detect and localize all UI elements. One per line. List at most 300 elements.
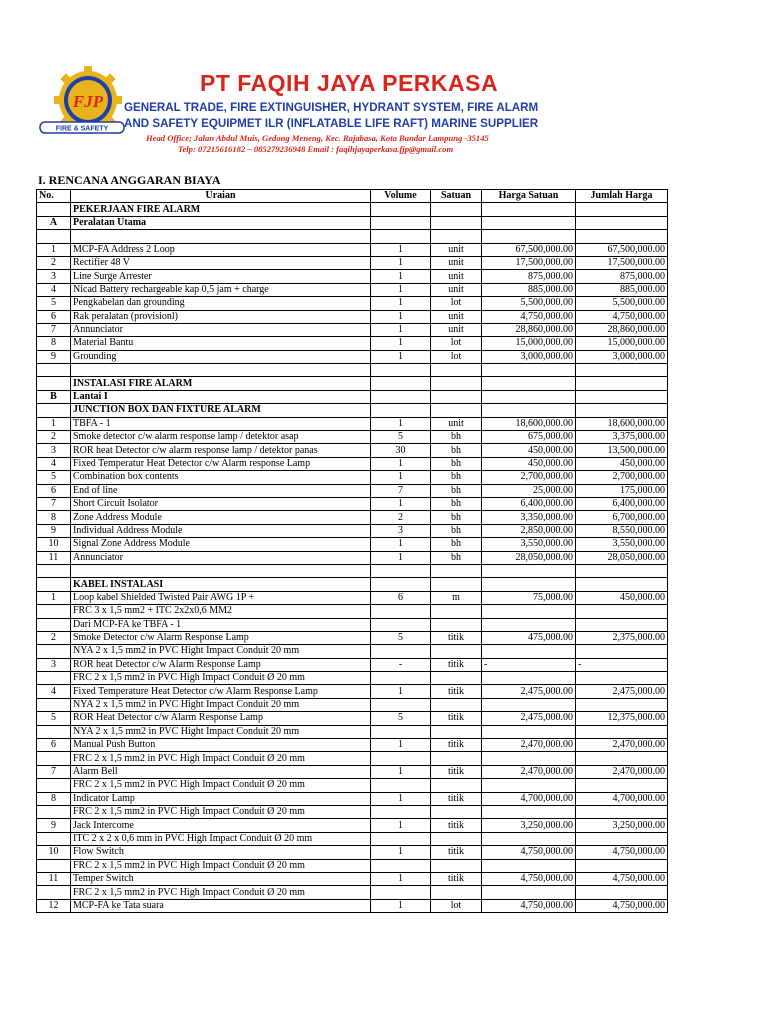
cell-jumlah-harga: 2,375,000.00 [576,631,668,644]
cell-satuan [431,752,482,765]
cell-volume: 1 [371,846,431,859]
cell-jumlah-harga: 450,000.00 [576,457,668,470]
cell-jumlah-harga [576,605,668,618]
table-row [37,471,668,484]
cell-harga-satuan: 3,550,000.00 [482,538,576,551]
table-row [37,404,668,417]
cell-volume: 1 [371,899,431,912]
cell-satuan: titik [431,765,482,778]
cell-volume [371,390,431,403]
cell-no [37,203,71,216]
table-row [37,431,668,444]
cell-no [37,886,71,899]
company-contact: Telp: 07215616182 – 085279236948 Email : faqihjayaperkasa.fjp@gmail.com [178,144,454,154]
cell-jumlah-harga: 8,550,000.00 [576,524,668,537]
section-title: I. RENCANA ANGGARAN BIAYA [38,173,221,187]
cell-uraian [71,564,371,577]
cell-harga-satuan: 5,500,000.00 [482,297,576,310]
cell-jumlah-harga: 67,500,000.00 [576,243,668,256]
cell-uraian: KABEL INSTALASI [71,578,371,591]
cell-no: 2 [37,631,71,644]
cell-jumlah-harga [576,618,668,631]
cell-volume [371,805,431,818]
cell-no [37,672,71,685]
cell-harga-satuan: 885,000.00 [482,283,576,296]
cell-uraian: JUNCTION BOX DAN FIXTURE ALARM [71,404,371,417]
column-header-no: No. [37,190,71,203]
table-row [37,591,668,604]
cell-volume: 1 [371,685,431,698]
cell-jumlah-harga: 13,500,000.00 [576,444,668,457]
cell-harga-satuan [482,618,576,631]
cell-uraian: FRC 2 x 1,5 mm2 in PVC High Impact Conduit Ø 20 mm [71,886,371,899]
cell-satuan: unit [431,323,482,336]
cell-volume: 1 [371,337,431,350]
cell-harga-satuan: 2,470,000.00 [482,739,576,752]
cell-volume: 1 [371,538,431,551]
cell-harga-satuan: - [482,658,576,671]
cell-uraian: NYA 2 x 1,5 mm2 in PVC Hight Impact Conduit 20 mm [71,698,371,711]
cell-no: 11 [37,551,71,564]
cell-uraian: Material Bantu [71,337,371,350]
cell-harga-satuan: 3,250,000.00 [482,819,576,832]
cell-volume: 1 [371,243,431,256]
cell-jumlah-harga: 17,500,000.00 [576,256,668,269]
cell-harga-satuan: 2,470,000.00 [482,765,576,778]
cell-jumlah-harga: 885,000.00 [576,283,668,296]
cell-volume: 1 [371,739,431,752]
cell-harga-satuan [482,390,576,403]
cell-satuan [431,725,482,738]
table-row [37,243,668,256]
cell-harga-satuan [482,216,576,229]
table-body [37,203,668,913]
cell-harga-satuan: 4,700,000.00 [482,792,576,805]
cell-uraian: Short Circuit Isolator [71,497,371,510]
cell-no: 1 [37,417,71,430]
svg-text:FJP: FJP [72,92,104,111]
cell-jumlah-harga: 450,000.00 [576,591,668,604]
cell-jumlah-harga [576,216,668,229]
column-header-harga-satuan: Harga Satuan [482,190,576,203]
cell-jumlah-harga [576,390,668,403]
cell-jumlah-harga [576,645,668,658]
table-row [37,685,668,698]
cell-volume [371,618,431,631]
cell-volume: 1 [371,283,431,296]
cell-no [37,859,71,872]
cell-satuan: bh [431,431,482,444]
company-tagline-1: GENERAL TRADE, FIRE EXTINGUISHER, HYDRANT SYSTEM, FIRE ALARM [124,101,539,114]
cell-satuan: unit [431,270,482,283]
cell-jumlah-harga [576,725,668,738]
cell-harga-satuan: 3,350,000.00 [482,511,576,524]
cell-volume: 6 [371,591,431,604]
cell-satuan: bh [431,511,482,524]
cell-volume: 1 [371,457,431,470]
cell-no: 7 [37,323,71,336]
cell-satuan [431,578,482,591]
cell-uraian: Fixed Temperatur Heat Detector c/w Alarm response Lamp [71,457,371,470]
cell-no [37,364,71,377]
cell-volume [371,779,431,792]
cell-no: 2 [37,256,71,269]
table-row [37,846,668,859]
cell-uraian: Line Surge Arrester [71,270,371,283]
cell-uraian: Lantai I [71,390,371,403]
table-row [37,497,668,510]
cell-uraian: Temper Switch [71,872,371,885]
cell-no: 2 [37,431,71,444]
cell-satuan [431,203,482,216]
cell-no: 4 [37,457,71,470]
cell-satuan [431,698,482,711]
cell-no [37,230,71,243]
cell-no: 3 [37,270,71,283]
cell-jumlah-harga: 2,470,000.00 [576,765,668,778]
cell-volume [371,364,431,377]
cell-harga-satuan: 3,000,000.00 [482,350,576,363]
cell-no: 10 [37,538,71,551]
table-row [37,444,668,457]
cell-harga-satuan: 28,860,000.00 [482,323,576,336]
cell-volume: 1 [371,350,431,363]
cell-jumlah-harga: 3,000,000.00 [576,350,668,363]
cell-uraian: Combination box contents [71,471,371,484]
cell-volume: 1 [371,323,431,336]
cell-no: 8 [37,511,71,524]
cell-uraian: Jack Intercome [71,819,371,832]
cell-harga-satuan: 15,000,000.00 [482,337,576,350]
table-row [37,672,668,685]
table-row [37,203,668,216]
cell-volume: 1 [371,872,431,885]
cell-satuan [431,645,482,658]
cell-volume: 1 [371,270,431,283]
cell-uraian: Flow Switch [71,846,371,859]
cell-harga-satuan: 25,000.00 [482,484,576,497]
cell-volume [371,886,431,899]
cell-uraian: Smoke Detector c/w Alarm Response Lamp [71,631,371,644]
cell-satuan: unit [431,283,482,296]
cell-no: 11 [37,872,71,885]
cell-jumlah-harga: 2,700,000.00 [576,471,668,484]
cell-jumlah-harga [576,578,668,591]
cell-jumlah-harga [576,859,668,872]
cell-satuan: unit [431,243,482,256]
cell-harga-satuan: 675,000.00 [482,431,576,444]
table-row [37,631,668,644]
cell-satuan [431,618,482,631]
cell-harga-satuan: 28,050,000.00 [482,551,576,564]
cell-volume [371,672,431,685]
cell-harga-satuan [482,564,576,577]
cell-volume [371,404,431,417]
cell-no: 9 [37,524,71,537]
table-row [37,605,668,618]
company-address: Head Office; Jalan Abdul Muis, Gedong Meneng, Kec. Rajabasa, Kota Bandar Lampung -35145 [146,133,489,143]
cell-volume [371,752,431,765]
cell-jumlah-harga: 3,375,000.00 [576,431,668,444]
table-row [37,230,668,243]
cell-uraian: ITC 2 x 2 x 0,6 mm in PVC High Impact Conduit Ø 20 mm [71,832,371,845]
cell-volume [371,698,431,711]
cell-satuan: bh [431,497,482,510]
cell-jumlah-harga [576,832,668,845]
cell-no: 6 [37,739,71,752]
cell-no: 3 [37,444,71,457]
cell-satuan: titik [431,739,482,752]
cell-harga-satuan [482,404,576,417]
cell-uraian: NYA 2 x 1,5 mm2 in PVC Hight Impact Conduit 20 mm [71,725,371,738]
table-row [37,819,668,832]
cell-harga-satuan: 2,475,000.00 [482,712,576,725]
cell-satuan: lot [431,899,482,912]
column-header-volume: Volume [371,190,431,203]
cell-satuan: bh [431,524,482,537]
cell-harga-satuan: 4,750,000.00 [482,310,576,323]
cell-satuan: titik [431,685,482,698]
cell-satuan: bh [431,484,482,497]
table-row [37,538,668,551]
cell-volume: 1 [371,310,431,323]
cell-harga-satuan: 4,750,000.00 [482,846,576,859]
cell-satuan: bh [431,471,482,484]
table-row [37,216,668,229]
cell-uraian: Peralatan Utama [71,216,371,229]
table-row [37,283,668,296]
cell-harga-satuan [482,578,576,591]
budget-table [36,189,668,913]
table-row [37,645,668,658]
cell-volume: 1 [371,471,431,484]
cell-uraian: Grounding [71,350,371,363]
cell-satuan: titik [431,712,482,725]
svg-text:FIRE & SAFETY: FIRE & SAFETY [55,125,109,133]
cell-uraian [71,364,371,377]
column-header-uraian: Uraian [71,190,371,203]
cell-uraian: ROR heat Detector c/w Alarm Response Lamp [71,658,371,671]
cell-harga-satuan [482,672,576,685]
cell-harga-satuan: 2,700,000.00 [482,471,576,484]
cell-volume [371,564,431,577]
table-row [37,256,668,269]
cell-volume: 1 [371,765,431,778]
cell-volume [371,203,431,216]
table-row [37,364,668,377]
cell-no [37,805,71,818]
cell-jumlah-harga: 15,000,000.00 [576,337,668,350]
cell-uraian: TBFA - 1 [71,417,371,430]
cell-uraian: MCP-FA ke Tata suara [71,899,371,912]
cell-no: 12 [37,899,71,912]
cell-harga-satuan [482,752,576,765]
cell-jumlah-harga: 3,250,000.00 [576,819,668,832]
cell-harga-satuan [482,377,576,390]
cell-jumlah-harga: 28,050,000.00 [576,551,668,564]
cell-satuan [431,390,482,403]
cell-no: 1 [37,591,71,604]
cell-satuan: lot [431,297,482,310]
cell-volume [371,832,431,845]
cell-satuan [431,832,482,845]
table-row [37,578,668,591]
cell-volume [371,578,431,591]
table-row [37,899,668,912]
cell-uraian: Smoke detector c/w alarm response lamp / detektor asap [71,431,371,444]
cell-no: 7 [37,765,71,778]
cell-volume: 1 [371,297,431,310]
cell-no: 4 [37,685,71,698]
cell-volume [371,645,431,658]
cell-volume: 1 [371,551,431,564]
cell-uraian: Loop kabel Shielded Twisted Pair AWG 1P + [71,591,371,604]
cell-uraian: Annunciator [71,551,371,564]
table-row [37,323,668,336]
table-row [37,739,668,752]
cell-jumlah-harga: 18,600,000.00 [576,417,668,430]
table-row [37,712,668,725]
cell-satuan: titik [431,872,482,885]
cell-satuan: titik [431,658,482,671]
cell-jumlah-harga: 12,375,000.00 [576,712,668,725]
cell-volume: 30 [371,444,431,457]
table-row [37,551,668,564]
cell-satuan: lot [431,350,482,363]
cell-satuan: lot [431,337,482,350]
cell-satuan: bh [431,457,482,470]
cell-volume: 1 [371,256,431,269]
cell-uraian: Dari MCP-FA ke TBFA - 1 [71,618,371,631]
cell-harga-satuan: 2,475,000.00 [482,685,576,698]
cell-harga-satuan: 475,000.00 [482,631,576,644]
cell-satuan: titik [431,819,482,832]
cell-harga-satuan [482,364,576,377]
company-logo [38,66,126,142]
cell-jumlah-harga: 4,750,000.00 [576,846,668,859]
cell-satuan [431,404,482,417]
cell-no [37,779,71,792]
cell-satuan [431,779,482,792]
cell-uraian: Fixed Temperature Heat Detector c/w Alarm Response Lamp [71,685,371,698]
cell-uraian: ROR Heat Detector c/w Alarm Response Lamp [71,712,371,725]
table-row [37,805,668,818]
cell-uraian: Nicad Battery rechargeable kap 0,5 jam + charge [71,283,371,296]
table-row [37,886,668,899]
cell-volume [371,605,431,618]
cell-jumlah-harga [576,564,668,577]
cell-uraian: MCP-FA Address 2 Loop [71,243,371,256]
cell-jumlah-harga: 4,750,000.00 [576,899,668,912]
cell-uraian: Alarm Bell [71,765,371,778]
table-row [37,484,668,497]
cell-jumlah-harga: - [576,658,668,671]
cell-no [37,752,71,765]
cell-harga-satuan [482,698,576,711]
cell-no: 5 [37,712,71,725]
cell-uraian: Pengkabelan dan grounding [71,297,371,310]
cell-no [37,377,71,390]
cell-uraian: FRC 2 x 1,5 mm2 in PVC High Impact Conduit Ø 20 mm [71,672,371,685]
cell-jumlah-harga: 3,550,000.00 [576,538,668,551]
table-row [37,564,668,577]
cell-volume: 1 [371,819,431,832]
table-row [37,524,668,537]
cell-no: 6 [37,484,71,497]
cell-no [37,404,71,417]
cell-jumlah-harga [576,698,668,711]
cell-volume [371,230,431,243]
table-row [37,270,668,283]
cell-satuan [431,805,482,818]
cell-jumlah-harga: 4,750,000.00 [576,310,668,323]
cell-satuan: unit [431,256,482,269]
table-row [37,872,668,885]
cell-uraian: FRC 2 x 1,5 mm2 in PVC High Impact Conduit Ø 20 mm [71,805,371,818]
letterhead [0,0,768,170]
cell-no [37,725,71,738]
cell-harga-satuan [482,886,576,899]
cell-harga-satuan: 4,750,000.00 [482,899,576,912]
cell-jumlah-harga: 28,860,000.00 [576,323,668,336]
cell-satuan [431,859,482,872]
cell-volume [371,725,431,738]
cell-uraian: FRC 3 x 1,5 mm2 + ITC 2x2x0,6 MM2 [71,605,371,618]
cell-no [37,605,71,618]
table-row [37,725,668,738]
cell-harga-satuan: 875,000.00 [482,270,576,283]
cell-harga-satuan [482,832,576,845]
cell-satuan [431,364,482,377]
cell-uraian: Manual Push Button [71,739,371,752]
cell-harga-satuan: 6,400,000.00 [482,497,576,510]
cell-harga-satuan: 18,600,000.00 [482,417,576,430]
cell-volume [371,859,431,872]
table-row [37,752,668,765]
cell-volume: 7 [371,484,431,497]
cell-uraian: INSTALASI FIRE ALARM [71,377,371,390]
column-header-satuan: Satuan [431,190,482,203]
cell-harga-satuan: 2,850,000.00 [482,524,576,537]
cell-jumlah-harga: 2,470,000.00 [576,739,668,752]
cell-jumlah-harga [576,672,668,685]
cell-satuan: bh [431,444,482,457]
cell-no [37,564,71,577]
cell-satuan: m [431,591,482,604]
cell-uraian: End of line [71,484,371,497]
cell-no: 3 [37,658,71,671]
cell-uraian: NYA 2 x 1,5 mm2 in PVC Hight Impact Conduit 20 mm [71,645,371,658]
cell-no: B [37,390,71,403]
cell-jumlah-harga [576,805,668,818]
cell-satuan: titik [431,631,482,644]
cell-no: A [37,216,71,229]
cell-uraian: FRC 2 x 1,5 mm2 in PVC High Impact Conduit Ø 20 mm [71,779,371,792]
cell-no: 6 [37,310,71,323]
cell-uraian: Individual Address Module [71,524,371,537]
cell-volume: 5 [371,712,431,725]
table-row [37,698,668,711]
cell-jumlah-harga: 4,750,000.00 [576,872,668,885]
cell-jumlah-harga: 5,500,000.00 [576,297,668,310]
cell-uraian: FRC 2 x 1,5 mm2 in PVC High Impact Conduit Ø 20 mm [71,859,371,872]
cell-volume: 5 [371,631,431,644]
company-name: PT FAQIH JAYA PERKASA [200,70,499,96]
cell-no: 8 [37,337,71,350]
cell-jumlah-harga [576,752,668,765]
cell-satuan: unit [431,417,482,430]
cell-jumlah-harga: 875,000.00 [576,270,668,283]
